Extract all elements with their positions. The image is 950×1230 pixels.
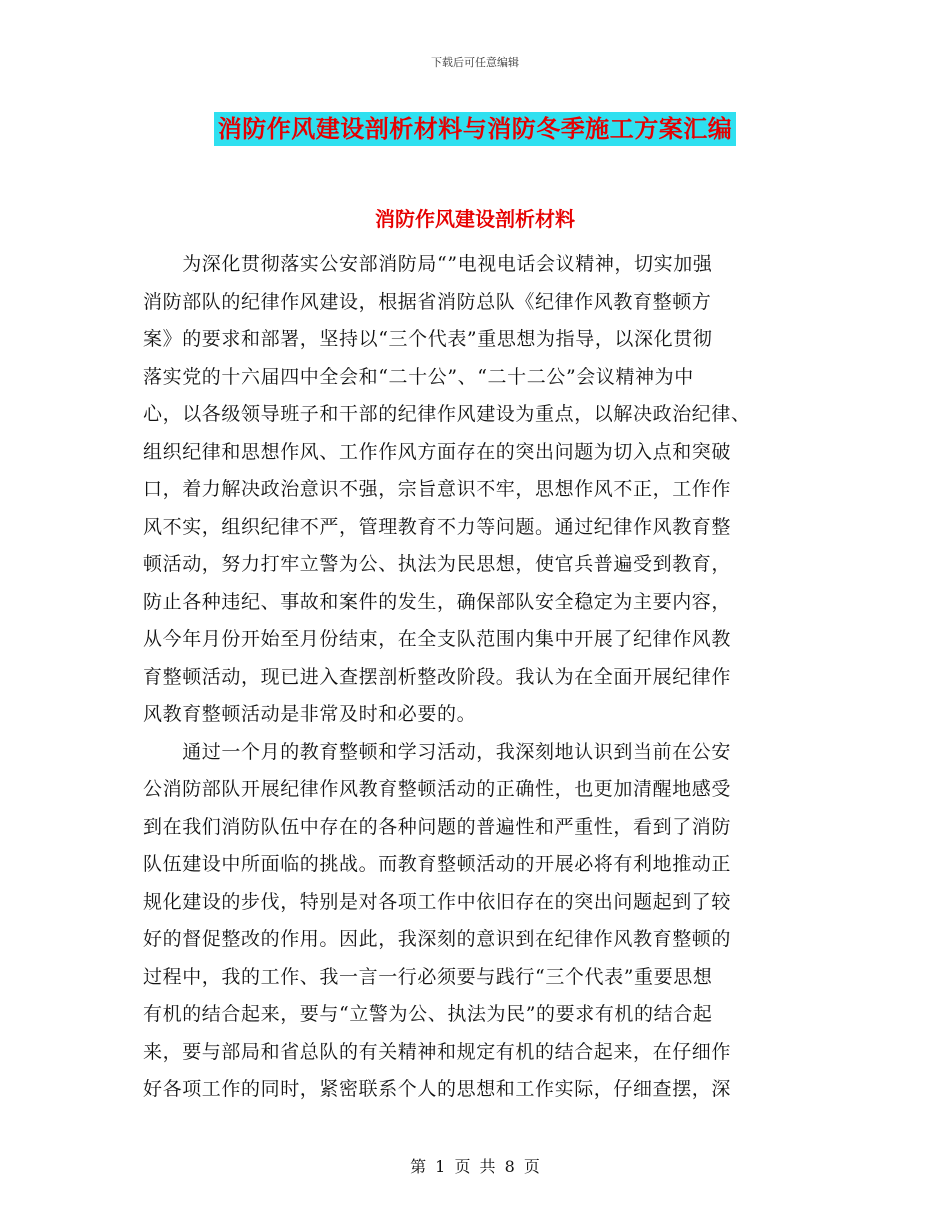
main-title-wrap (0, 112, 950, 146)
text-line: 口，着力解决政治意识不强，宗旨意识不牢，思想作风不正，工作作 (143, 478, 732, 500)
text-line: 消防部队的纪律作风建设，根据省消防总队《纪律作风教育整顿方 (143, 290, 712, 313)
text-line: 防止各种违纪、事故和案件的发生，确保部队安全稳定为主要内容， (143, 590, 732, 613)
text-line: 来，要与部局和省总队的有关精神和规定有机的结合起来，在仔细作 (143, 1040, 732, 1063)
main-title: 消防作风建设剖析材料与消防冬季施工方案汇编 (214, 112, 737, 146)
text-line: 落实党的十六届四中全会和“二十公”、“二十二公”会议精神为中 (143, 365, 694, 388)
text-line: 心，以各级领导班子和干部的纪律作风建设为重点，以解决政治纪律、 (143, 403, 751, 425)
text-line: 到在我们消防队伍中存在的各种问题的普遍性和严重性，看到了消防 (143, 815, 732, 838)
text-line: 风教育整顿活动是非常及时和必要的。 (143, 703, 477, 725)
section-title: 消防作风建设剖析材料 (375, 207, 575, 231)
text-line: 通过一个月的教育整顿和学习活动，我深刻地认识到当前在公安 (143, 740, 732, 763)
text-line: 育整顿活动，现已进入查摆剖析整改阶段。我认为在全面开展纪律作 (143, 665, 732, 688)
text-line: 案》的要求和部署，坚持以“三个代表”重思想为指导，以深化贯彻 (143, 328, 713, 350)
text-line: 过程中，我的工作、我一言一行必须要与践行“三个代表”重要思想 (143, 965, 713, 988)
text-line: 好的督促整改的作用。因此，我深刻的意识到在纪律作风教育整顿的 (143, 928, 732, 950)
text-line: 风不实，组织纪律不严，管理教育不力等问题。通过纪律作风教育整 (143, 515, 732, 538)
header-note: 下载后可任意编辑 (431, 56, 519, 69)
text-line: 队伍建设中所面临的挑战。而教育整顿活动的开展必将有利地推动正 (143, 853, 732, 875)
text-line: 有机的结合起来，要与“立警为公、执法为民”的要求有机的结合起 (143, 1003, 713, 1025)
text-line: 好各项工作的同时，紧密联系个人的思想和工作实际，仔细查摆，深 (143, 1078, 732, 1100)
text-line: 公消防部队开展纪律作风教育整顿活动的正确性，也更加清醒地感受 (143, 778, 732, 800)
text-line: 组织纪律和思想作风、工作作风方面存在的突出问题为切入点和突破 (143, 440, 732, 463)
text-line: 规化建设的步伐，特别是对各项工作中依旧存在的突出问题起到了较 (143, 890, 732, 913)
text-line: 顿活动，努力打牢立警为公、执法为民思想，使官兵普遍受到教育， (143, 553, 732, 575)
text-line: 为深化贯彻落实公安部消防局“”电视电话会议精神，切实加强 (143, 253, 713, 275)
page-footer: 第 1 页 共 8 页 (410, 1157, 540, 1176)
body-text (143, 246, 813, 1109)
text-line: 从今年月份开始至月份结束，在全支队范围内集中开展了纪律作风教 (143, 628, 732, 650)
